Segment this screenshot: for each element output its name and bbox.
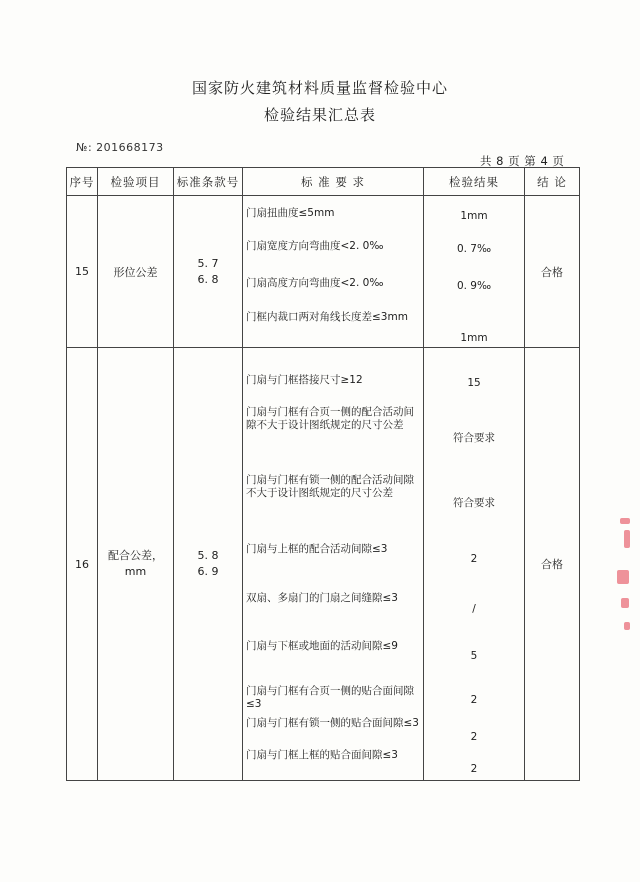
result-item: 5 <box>470 650 478 662</box>
conclusion-cell: 合格 <box>525 196 580 348</box>
requirement-item: 门扇与下框或地面的活动间隙≤9 <box>246 640 398 652</box>
page-info: 共 8 页 第 4 页 <box>480 154 565 168</box>
results-table <box>66 167 580 781</box>
result-item: 2 <box>470 694 478 706</box>
requirement-item: 门扇与门框上框的贴合面间隙≤3 <box>246 749 398 761</box>
seal-fragment <box>620 518 630 524</box>
requirement-item: 门扇与门框有锁一侧的配合活动间隙不大于设计图纸规定的尺寸公差 <box>246 474 414 499</box>
clause-line: 5. 7 <box>197 256 219 270</box>
result-item: / <box>472 603 476 615</box>
requirement-item: 门扇与门框有合页一侧的贴合面间隙≤3 <box>246 685 414 710</box>
requirement-item: 门扇与门框有锁一侧的贴合面间隙≤3 <box>246 717 419 729</box>
result-item: 符合要求 <box>453 432 495 444</box>
seq-cell: 15 <box>67 196 98 348</box>
result-cell <box>424 196 525 348</box>
table-row <box>67 196 580 348</box>
document-number: №: 201668173 <box>76 141 164 154</box>
col-header-result: 检验结果 <box>424 168 525 196</box>
clause-line: 6. 8 <box>197 272 219 286</box>
col-header-conclusion: 结 论 <box>525 168 580 196</box>
item-line: mm <box>124 565 147 578</box>
col-header-clause: 标准条款号 <box>174 168 243 196</box>
clause-cell <box>174 196 243 348</box>
clause-line: 5. 8 <box>197 549 219 562</box>
requirement-item: 门扇与上框的配合活动间隙≤3 <box>246 543 388 555</box>
requirement-item: 门扇宽度方向弯曲度<2. 0‰ <box>246 240 384 252</box>
seal-fragment <box>621 598 629 608</box>
requirement-item: 双扇、多扇门的门扇之间缝隙≤3 <box>246 592 398 604</box>
clause-cell <box>174 348 243 781</box>
clause-line: 6. 9 <box>197 565 219 578</box>
result-item: 2 <box>470 731 478 743</box>
result-item: 2 <box>470 553 478 565</box>
col-header-item: 检验项目 <box>98 168 174 196</box>
result-item: 1mm <box>460 332 488 344</box>
result-item: 15 <box>467 377 481 389</box>
result-item: 2 <box>470 763 478 775</box>
requirement-item: 门扇高度方向弯曲度<2. 0‰ <box>246 277 384 289</box>
col-header-seq: 序号 <box>67 168 98 196</box>
table-row <box>67 348 580 781</box>
item-cell: 形位公差 <box>98 196 174 348</box>
col-header-requirement: 标 准 要 求 <box>243 168 424 196</box>
seq-cell: 16 <box>67 348 98 781</box>
item-line: 配合公差， <box>108 549 163 562</box>
requirement-cell <box>243 196 424 348</box>
org-title: 国家防火建筑材料质量监督检验中心 <box>191 79 448 97</box>
requirement-item: 门扇与门框有合页一侧的配合活动间隙不大于设计图纸规定的尺寸公差 <box>246 406 414 431</box>
seal-fragment <box>624 530 630 548</box>
result-item: 0. 7‰ <box>456 243 492 255</box>
doc-title: 检验结果汇总表 <box>263 106 376 124</box>
table-header-row <box>67 168 580 196</box>
result-cell <box>424 348 525 781</box>
item-cell <box>98 348 174 781</box>
requirement-item: 门扇扭曲度≤5mm <box>246 207 335 219</box>
conclusion-cell: 合格 <box>525 348 580 781</box>
requirement-item: 门扇与门框搭接尺寸≥12 <box>246 374 363 386</box>
requirement-item: 门框内裁口两对角线长度差≤3mm <box>246 311 408 323</box>
requirement-cell <box>243 348 424 781</box>
seal-fragment <box>624 622 630 630</box>
result-item: 0. 9‰ <box>456 280 492 292</box>
result-item: 1mm <box>460 210 488 222</box>
result-item: 符合要求 <box>453 497 495 509</box>
seal-fragment <box>617 570 629 584</box>
